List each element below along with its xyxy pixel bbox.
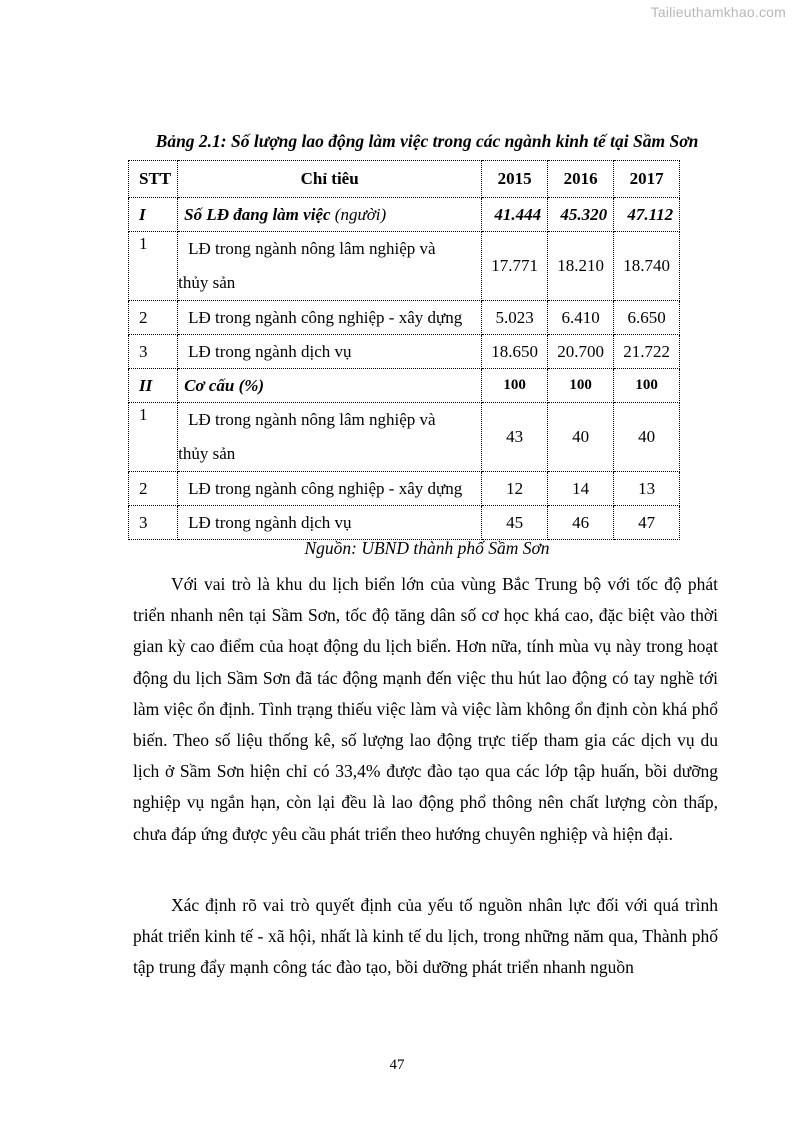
header-2016: 2016 bbox=[548, 161, 614, 198]
row-stt: 3 bbox=[129, 335, 178, 369]
header-2015: 2015 bbox=[482, 161, 548, 198]
header-indicator: Chỉ tiêu bbox=[178, 161, 482, 198]
table-cell: 6.650 bbox=[614, 301, 680, 335]
table-caption: Bảng 2.1: Số lượng lao động làm việc trong các ngành kinh tế tại Sầm Sơn bbox=[155, 131, 699, 151]
row-label: LĐ trong ngành công nghiệp - xây dựng bbox=[178, 472, 482, 506]
labor-table bbox=[128, 160, 680, 540]
table-cell: 17.771 bbox=[482, 232, 548, 301]
table-cell: 100 bbox=[548, 369, 614, 403]
table-cell: 47.112 bbox=[614, 198, 680, 232]
table-cell: 14 bbox=[548, 472, 614, 506]
table-cell: 47 bbox=[614, 506, 680, 540]
row-label: LĐ trong ngành dịch vụ bbox=[178, 506, 482, 540]
table-cell: 13 bbox=[614, 472, 680, 506]
table-row bbox=[129, 472, 680, 506]
table-cell: 41.444 bbox=[482, 198, 548, 232]
row-stt: 2 bbox=[129, 472, 178, 506]
row-label: LĐ trong ngành nông lâm nghiệp và thủy sản bbox=[178, 232, 482, 301]
table-cell: 18.740 bbox=[614, 232, 680, 301]
table-source: Nguồn: UBND thành phố Sầm Sơn bbox=[304, 538, 550, 558]
row-label: LĐ trong ngành dịch vụ bbox=[178, 335, 482, 369]
table-cell: 18.210 bbox=[548, 232, 614, 301]
page-number: 47 bbox=[389, 1057, 405, 1073]
row-stt: 3 bbox=[129, 506, 178, 540]
table-row bbox=[129, 335, 680, 369]
row-stt: 1 bbox=[129, 232, 178, 301]
table-cell: 6.410 bbox=[548, 301, 614, 335]
table-cell: 5.023 bbox=[482, 301, 548, 335]
table-cell: 100 bbox=[614, 369, 680, 403]
row-stt: 2 bbox=[129, 301, 178, 335]
section-label: Số LĐ đang làm việc (người) bbox=[178, 198, 482, 232]
header-2017: 2017 bbox=[614, 161, 680, 198]
table-cell: 45.320 bbox=[548, 198, 614, 232]
watermark: Tailieuthamkhao.com bbox=[650, 4, 786, 20]
table-cell: 20.700 bbox=[548, 335, 614, 369]
table-cell: 21.722 bbox=[614, 335, 680, 369]
row-stt: 1 bbox=[129, 403, 178, 472]
table-cell: 40 bbox=[548, 403, 614, 472]
header-stt: STT bbox=[129, 161, 178, 198]
section-row bbox=[129, 369, 680, 403]
table-cell: 12 bbox=[482, 472, 548, 506]
table-row bbox=[129, 232, 680, 301]
table-cell: 45 bbox=[482, 506, 548, 540]
table-row bbox=[129, 301, 680, 335]
section-label: Cơ cấu (%) bbox=[178, 369, 482, 403]
table-cell: 100 bbox=[482, 369, 548, 403]
table-cell: 40 bbox=[614, 403, 680, 472]
row-label: LĐ trong ngành công nghiệp - xây dựng bbox=[178, 301, 482, 335]
body-paragraph: Xác định rõ vai trò quyết định của yếu tố nguồn nhân lực đối với quá trình phát triển kinh tế - xã hội, nhất là kinh tế du lịch, trong những năm qua, Thành phố tập trung đẩy mạnh công tác đào tạo, bồi dưỡng phát triển nhanh nguồn bbox=[133, 895, 718, 978]
section-stt: I bbox=[129, 198, 178, 232]
table-cell: 43 bbox=[482, 403, 548, 472]
section-stt: II bbox=[129, 369, 178, 403]
table-header-row bbox=[129, 161, 680, 198]
table-row bbox=[129, 403, 680, 472]
body-paragraph: Với vai trò là khu du lịch biển lớn của vùng Bắc Trung bộ với tốc độ phát triển nhanh nên tại Sầm Sơn, tốc độ tăng dân số cơ học khá cao, đặc biệt vào thời gian kỳ cao điểm của hoạt động du lịch biển. Hơn nữa, tính mùa vụ này trong hoạt động du lịch Sầm Sơn đã tác động mạnh đến việc thu hút lao động có tay nghề tới làm việc ổn định. Tình trạng thiếu việc làm và việc làm không ổn định còn khá phổ biến. Theo số liệu thống kê, số lượng lao động trực tiếp tham gia các dịch vụ du lịch ở Sầm Sơn hiện chỉ có 33,4% được đào tạo qua các lớp tập huấn, bồi dưỡng nghiệp vụ ngắn hạn, còn lại đều là lao động phổ thông nên chất lượng còn thấp, chưa đáp ứng được yêu cầu phát triển theo hướng chuyên nghiệp và hiện đại. bbox=[133, 574, 718, 844]
table-cell: 46 bbox=[548, 506, 614, 540]
section-row bbox=[129, 198, 680, 232]
table-cell: 18.650 bbox=[482, 335, 548, 369]
table-row bbox=[129, 506, 680, 540]
row-label: LĐ trong ngành nông lâm nghiệp và thủy sản bbox=[178, 403, 482, 472]
